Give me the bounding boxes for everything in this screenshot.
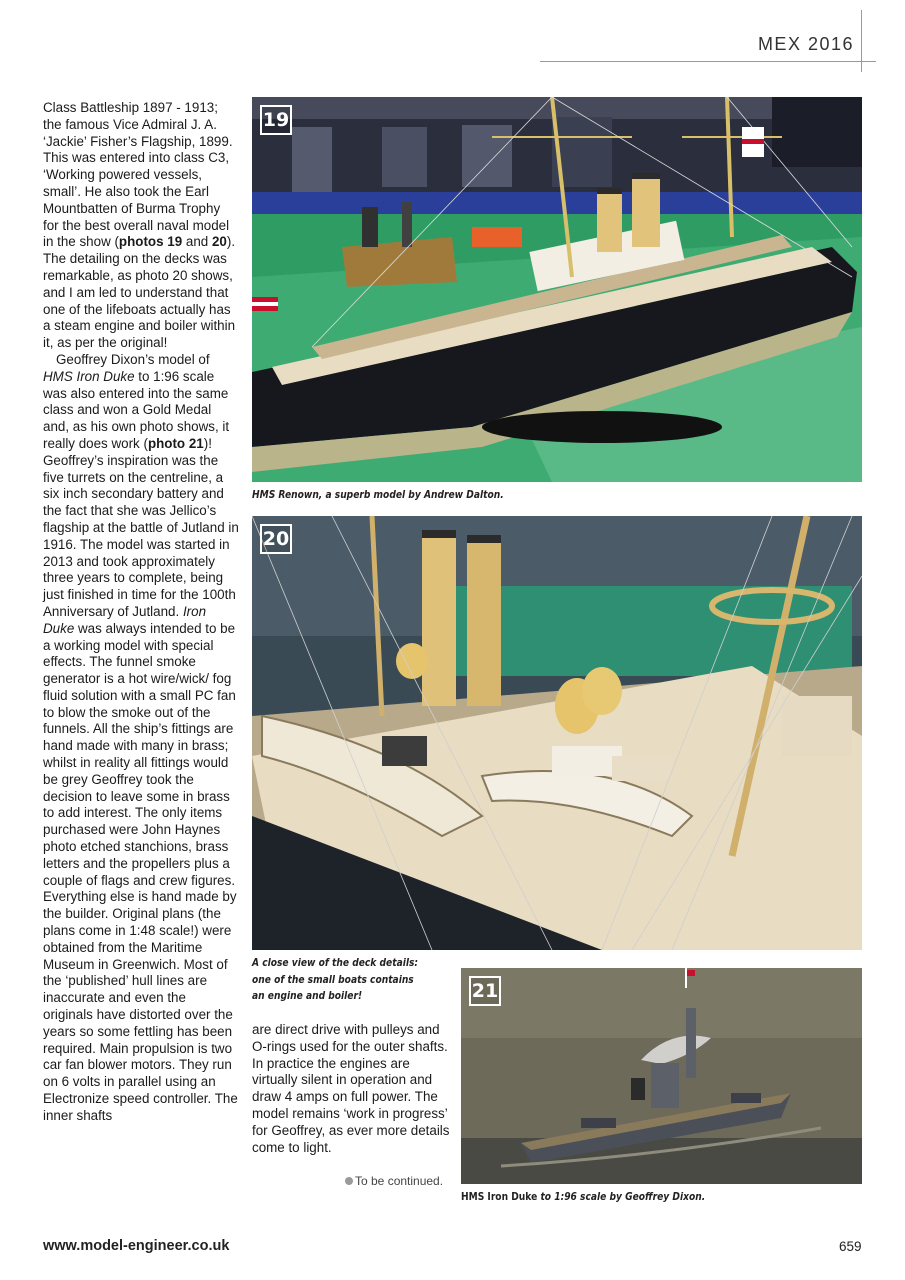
to-be-continued	[345, 1174, 443, 1188]
footer-page-number: 659	[839, 1239, 862, 1254]
photo-20-deck-detail	[252, 516, 862, 950]
text-run: Class Battleship 1897 - 1913; the famous Vice Admiral J. A. ‘Jackie’ Fisher’s Flagship, 1899. This was entered into class C3, ‘Working powered vessels, small’. He also took the Earl Mountbatten of Burma Trophy for the best overall naval model in the show (	[43, 100, 233, 250]
photo-19-caption: HMS Renown, a superb model by Andrew Dalton.	[252, 489, 504, 501]
photo-21-caption-rest: to 1:96 scale by Geoffrey Dixon.	[537, 1191, 706, 1203]
text-run: ). The detailing on the decks was remarkable, as photo 20 shows, and I am led to understand that one of the lifeboats actually has a steam engine and boiler within it, as per the original!	[43, 234, 236, 351]
paragraph-2	[43, 352, 239, 1125]
photo-21-number: 21	[469, 976, 501, 1006]
text-run: Iron Duke	[43, 603, 207, 636]
photo-21-caption	[461, 1189, 857, 1206]
text-run: photos 19	[118, 234, 183, 250]
photo-19-number: 19	[260, 105, 292, 135]
header-vertical-rule	[861, 10, 862, 72]
photo-20-caption: A close view of the deck details: one of the small boats contains an engine and boiler!	[252, 957, 419, 1002]
text-run: HMS Iron Duke	[43, 368, 135, 384]
text-run: was always intended to be a working model with special effects. The funnel smoke generator is a hot wire/wick/ fog fluid solution with a small PC fan to blow the smoke out of the funnels. All the ship’s fittings are hand made with many in brass; whilst in reality all fittings would be grey Geoffrey took the decision to leave some in brass to add interest. The only items purchased were John Haynes photo etched stanchions, brass letters and the propellers plus a couple of flags and crew figures. Everything else is hand made by the builder. Original plans (the plans come in 1:48 scale!) were obtained from the Maritime Museum in Greenwich. Most of the ‘published’ hull lines are inaccurate and even the originals have distorted over the years so some fettling has been required. Main propulsion is two car fan blower motors. They run on 6 volts in parallel using an Electronize speed controller. The inner shafts	[43, 620, 238, 1123]
article-column-2	[252, 1022, 452, 1156]
text-run: )! Geoffrey’s inspiration was the five turrets on the centreline, a six inch secondary battery and the fact that she was Jellico’s flagship at the battle of Jutland in 1916. The model was started in 2013 and took approximately three years to complete, being just finished in time for the 100th Anniversary of Jutland.	[43, 435, 239, 619]
paragraph-3: are direct drive with pulleys and O-rings used for the outer shafts. In practice the engines are virtually silent in operation and draw 4 amps on full power. The model remains ‘work in progress’ for Geoffrey, as ever more details come to light.	[252, 1022, 450, 1155]
text-run: and	[182, 234, 212, 250]
to-be-continued-text: To be continued.	[355, 1174, 444, 1188]
text-run: photo 21	[147, 435, 204, 451]
article-column-1	[43, 100, 239, 1125]
bullet-dot-icon	[345, 1177, 353, 1185]
photo-20-number: 20	[260, 524, 292, 554]
text-run: to 1:96 scale was also entered into the same class and won a Gold Medal and, as his own photo shows, it really does work (	[43, 368, 230, 451]
photo-21-caption-ship: HMS Iron Duke	[461, 1191, 538, 1203]
photo-19-hms-renown	[252, 97, 862, 482]
text-run: Geoffrey Dixon’s model of	[56, 351, 210, 367]
photo-21-hms-iron-duke	[461, 968, 862, 1184]
paragraph-1	[43, 100, 239, 352]
text-run: 20	[211, 234, 227, 250]
header-title: MEX 2016	[757, 34, 854, 54]
header-rule	[540, 61, 876, 62]
footer-url: www.model-engineer.co.uk	[43, 1238, 230, 1254]
